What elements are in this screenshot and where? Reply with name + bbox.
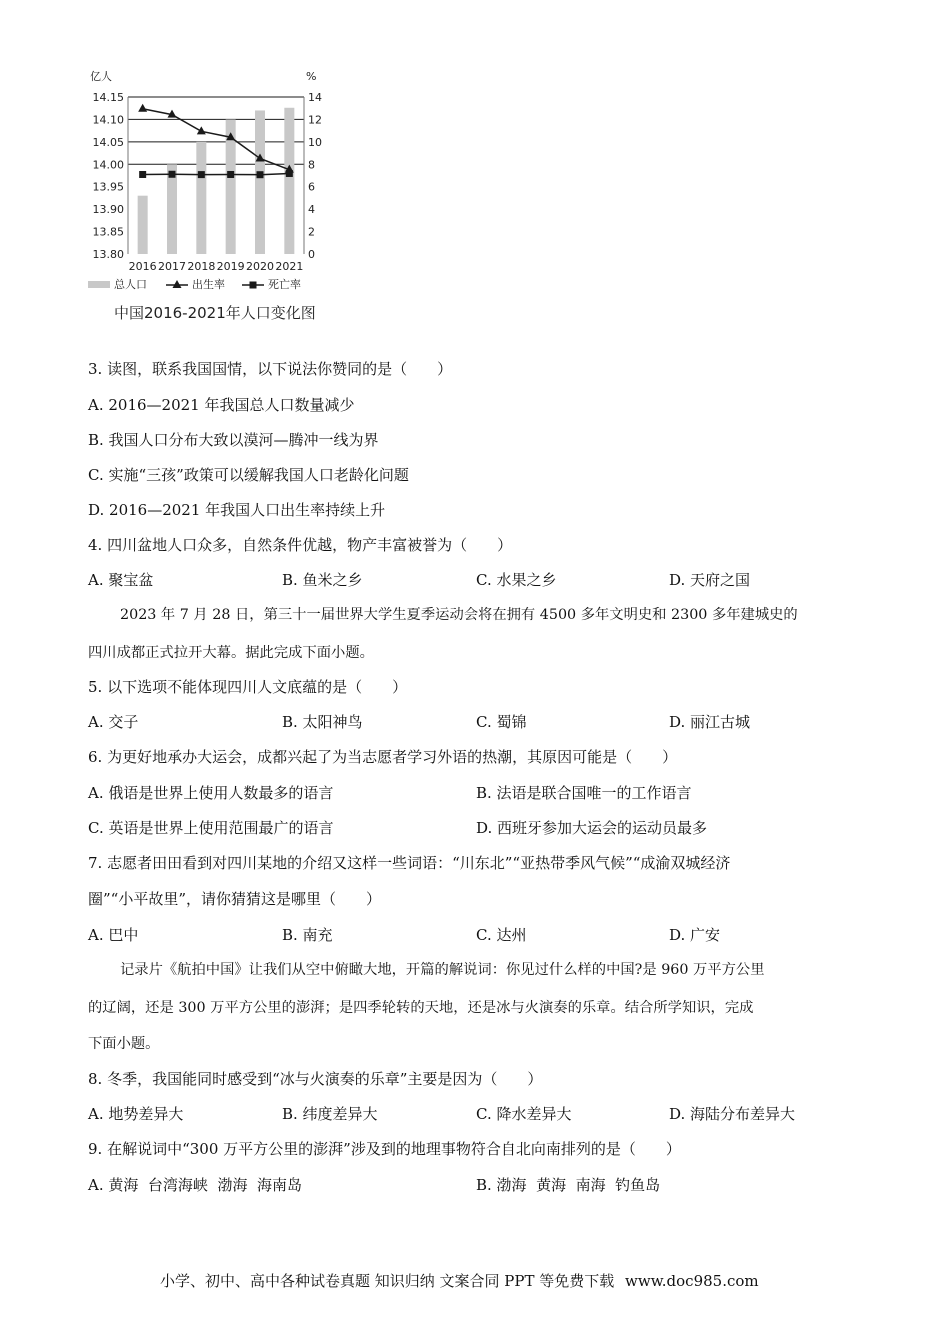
q8-stem: 8. 冬季，我国能同时感受到“冰与火演奏的乐章”主要是因为（ ） xyxy=(88,1070,543,1088)
bar-total-population xyxy=(255,110,265,254)
q5-option-d: D. 丽江古城 xyxy=(669,713,751,731)
left-tick-label: 13.80 xyxy=(92,248,124,261)
right-tick-label: 14 xyxy=(308,91,322,104)
q9-option-b: B. 渤海 黄海 南海 钓鱼岛 xyxy=(476,1176,661,1194)
point-death-rate xyxy=(139,171,146,178)
passage2-line2: 的辽阔，还是 300 万平方公里的澎湃；是四季轮转的天地，还是冰与火演奏的乐章。结合所学知识，完成 xyxy=(88,1000,754,1016)
q9-stem: 9. 在解说词中“300 万平方公里的澎湃”涉及到的地理事物符合自北向南排列的是（ ） xyxy=(88,1140,681,1158)
chart-gridlines xyxy=(128,97,304,254)
right-tick-label: 4 xyxy=(308,203,315,217)
x-tick-label: 2019 xyxy=(216,260,245,273)
q5-option-b: B. 太阳神鸟 xyxy=(282,713,363,731)
right-tick-label: 10 xyxy=(308,135,322,149)
legend-label-total-population: 总人口 xyxy=(114,278,147,291)
q7-option-b: B. 南充 xyxy=(282,926,333,944)
q5-stem: 5. 以下选项不能体现四川人文底蕴的是（ ） xyxy=(88,678,408,696)
x-tick-label: 2018 xyxy=(187,260,216,273)
q7-stem-line1: 7. 志愿者田田看到对四川某地的介绍又这样一些词语：“川东北”“亚热带季风气候”“成渝双城经济 xyxy=(88,854,731,872)
q8-option-d: D. 海陆分布差异大 xyxy=(669,1105,796,1123)
passage1-line1: 2023 年 7 月 28 日，第三十一届世界大学生夏季运动会将在拥有 4500 多年文明史和 2300 多年建城史的 xyxy=(120,607,798,623)
q7-option-a: A. 巴中 xyxy=(88,926,139,944)
left-axis-unit: 亿人 xyxy=(90,70,112,83)
q5-option-c: C. 蜀锦 xyxy=(476,713,527,731)
chart-legend xyxy=(88,277,301,291)
q7-option-c: C. 达州 xyxy=(476,926,527,944)
x-tick-label: 2017 xyxy=(158,260,186,273)
q8-option-a: A. 地势差异大 xyxy=(88,1105,184,1123)
left-tick-label: 14.10 xyxy=(92,113,124,127)
chart-bars xyxy=(138,108,295,254)
q6-option-d: D. 西班牙参加大运会的运动员最多 xyxy=(476,819,708,837)
line-birth-rate xyxy=(143,109,290,170)
point-death-rate xyxy=(286,170,293,177)
q6-option-a: A. 俄语是世界上使用人数最多的语言 xyxy=(88,784,334,802)
passage1-line2: 四川成都正式拉开大幕。据此完成下面小题。 xyxy=(88,645,374,661)
right-tick-label: 12 xyxy=(308,113,322,127)
x-tick-label: 2016 xyxy=(128,260,157,273)
left-tick-label: 13.95 xyxy=(92,180,124,194)
q4-stem: 4. 四川盆地人口众多，自然条件优越，物产丰富被誉为（ ） xyxy=(88,536,513,554)
right-tick-label: 0 xyxy=(308,248,315,261)
footer-url: www.doc985.com xyxy=(625,1272,759,1290)
q4-option-d: D. 天府之国 xyxy=(669,571,751,589)
chart-lines xyxy=(138,104,294,178)
passage2-line1: 记录片《航拍中国》让我们从空中俯瞰大地，开篇的解说词：你见过什么样的中国?是 960 万平方公里 xyxy=(120,962,765,978)
population-chart xyxy=(82,66,332,326)
bar-total-population xyxy=(196,142,206,254)
right-tick-label: 6 xyxy=(308,180,315,194)
q5-option-a: A. 交子 xyxy=(88,713,139,731)
left-tick-label: 14.05 xyxy=(92,135,124,149)
point-death-rate xyxy=(227,171,234,178)
q7-stem-line2: 圈”“小平故里”，请你猜猜这是哪里（ ） xyxy=(88,890,382,908)
legend-marker-death-rate xyxy=(250,282,257,289)
q4-option-c: C. 水果之乡 xyxy=(476,571,557,589)
q3-stem: 3. 读图，联系我国国情，以下说法你赞同的是（ ） xyxy=(88,360,453,378)
footer-text: 小学、初中、高中各种试卷真题 知识归纳 文案合同 PPT 等免费下载 xyxy=(160,1272,615,1290)
line-death-rate xyxy=(143,173,290,174)
q3-option-b: B. 我国人口分布大致以漠河—腾冲一线为界 xyxy=(88,431,379,449)
point-birth-rate xyxy=(138,104,147,112)
left-tick-label: 13.90 xyxy=(92,203,124,217)
q9-option-a: A. 黄海 台湾海峡 渤海 海南岛 xyxy=(88,1176,302,1194)
q4-option-a: A. 聚宝盆 xyxy=(88,571,154,589)
q6-option-b: B. 法语是联合国唯一的工作语言 xyxy=(476,784,692,802)
legend-label-death-rate: 死亡率 xyxy=(268,278,301,291)
left-tick-label: 13.85 xyxy=(92,225,124,239)
point-death-rate xyxy=(257,171,264,178)
q6-stem: 6. 为更好地承办大运会，成都兴起了为当志愿者学习外语的热潮，其原因可能是（ ） xyxy=(88,748,678,766)
q8-option-c: C. 降水差异大 xyxy=(476,1105,572,1123)
q6-option-c: C. 英语是世界上使用范围最广的语言 xyxy=(88,819,334,837)
legend-marker-birth-rate xyxy=(173,280,182,288)
passage2-line3: 下面小题。 xyxy=(88,1036,160,1052)
q4-option-b: B. 鱼米之乡 xyxy=(282,571,363,589)
legend-swatch-total-population xyxy=(88,281,110,288)
q3-option-c: C. 实施“三孩”政策可以缓解我国人口老龄化问题 xyxy=(88,466,409,484)
right-axis-unit: % xyxy=(306,70,317,83)
point-death-rate xyxy=(169,171,176,178)
chart-caption: 中国2016-2021年人口变化图 xyxy=(114,304,316,322)
q7-option-d: D. 广安 xyxy=(669,926,721,944)
q3-option-a: A. 2016—2021 年我国总人口数量减少 xyxy=(88,396,355,414)
bar-total-population xyxy=(138,196,148,254)
legend-label-birth-rate: 出生率 xyxy=(192,278,225,291)
right-tick-label: 8 xyxy=(308,158,315,172)
right-tick-label: 2 xyxy=(308,225,315,239)
left-tick-label: 14.15 xyxy=(92,91,124,104)
population-chart-svg xyxy=(82,66,332,301)
left-tick-label: 14.00 xyxy=(92,158,124,172)
x-tick-label: 2021 xyxy=(275,260,304,273)
x-tick-label: 2020 xyxy=(246,260,274,273)
point-death-rate xyxy=(198,171,205,178)
q8-option-b: B. 纬度差异大 xyxy=(282,1105,378,1123)
bar-total-population xyxy=(284,108,294,254)
q3-option-d: D. 2016—2021 年我国人口出生率持续上升 xyxy=(88,501,386,519)
page-footer xyxy=(160,1270,765,1291)
